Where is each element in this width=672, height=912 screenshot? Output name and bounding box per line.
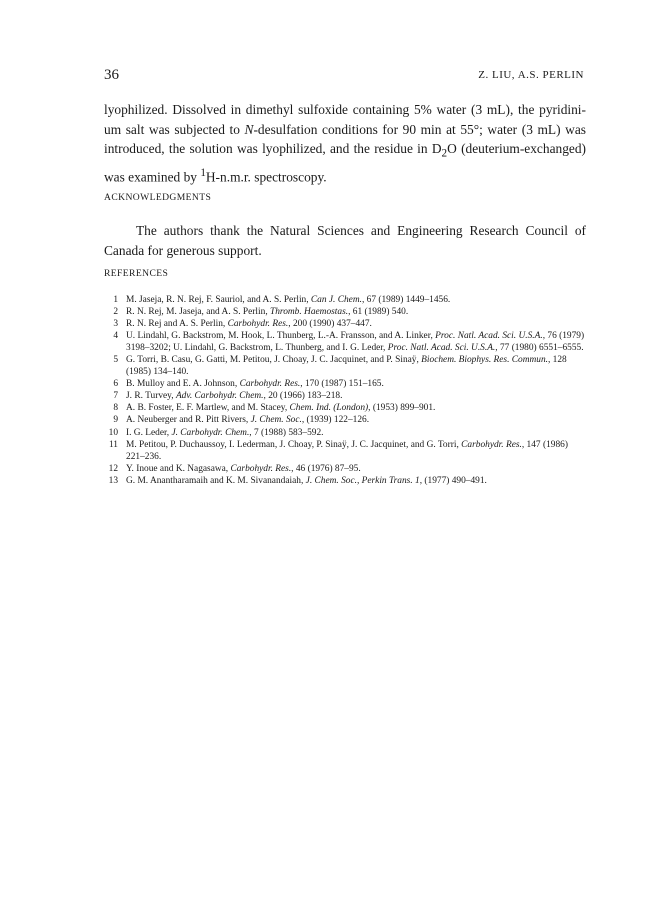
italic-text: J. Carbohydr. Chem.: [171, 427, 250, 438]
subscript-text: 2: [441, 147, 448, 160]
text-run: , 128 (1985) 134–140.: [126, 355, 567, 378]
italic-text: Proc. Natl. Acad. Sci. U.S.A.: [435, 331, 543, 342]
text-run: M. Jaseja, R. N. Rej, F. Sauriol, and A. S. Perlin,: [126, 295, 311, 305]
reference-text: [126, 354, 586, 378]
text-run: Y. Inoue and K. Nagasawa,: [126, 463, 231, 474]
reference-text: [126, 475, 586, 487]
reference-item: [104, 330, 586, 354]
reference-text: [126, 306, 586, 318]
reference-text: [126, 439, 586, 463]
reference-item: [104, 439, 586, 463]
text-run: um salt was subjected to: [104, 121, 245, 137]
reference-text: [126, 390, 586, 402]
text-run: , 67 (1989) 1449–1456.: [361, 295, 451, 305]
text-run: -desulfation conditions for 90 min at 55°; water (3 mL) was introduced, the solution was lyophilized, and the residue in D: [104, 121, 586, 156]
text-run: , (1939) 122–126.: [301, 415, 370, 426]
reference-number: 13: [108, 475, 118, 486]
reference-text: [126, 463, 586, 475]
text-run: , (1953) 899–901.: [368, 403, 436, 414]
reference-number: 10: [108, 427, 118, 438]
text-run: H-n.m.r. spectroscopy.: [205, 169, 327, 185]
reference-item: [104, 390, 586, 402]
italic-text: Carbohydr. Res.: [239, 379, 301, 390]
text-run: , 76 (1979) 3198–3202; U. Lindahl, G. Backstrom, L. Thunberg, and I. G. Leder,: [126, 331, 585, 354]
text-run: , 46 (1976) 87–95.: [291, 463, 361, 474]
text-run: G. Torri, B. Casu, G. Gatti, M. Petitou, J. Choay, J. C. Jacquinet, and P. Sinaÿ,: [126, 355, 422, 366]
reference-text: [126, 378, 586, 390]
text-run: , 147 (1986) 221–236.: [126, 439, 568, 462]
text-run: R. N. Rej, M. Jaseja, and A. S. Perlin,: [126, 307, 271, 318]
reference-item: [104, 354, 586, 378]
reference-item: [104, 294, 586, 306]
reference-text: [126, 427, 586, 439]
page-header: [104, 67, 584, 85]
experimental-paragraph: [104, 100, 586, 187]
text-run: , 170 (1987) 151–165.: [300, 379, 384, 390]
reference-number: 8: [113, 403, 118, 414]
reference-text: [126, 330, 586, 354]
text-run: O (deuterium-exchanged) was examined by: [104, 141, 586, 185]
text-run: , 20 (1966) 183–218.: [263, 391, 343, 402]
superscript-text: 1: [200, 167, 206, 180]
references-heading: REFERENCES: [104, 268, 169, 279]
reference-number: 6: [113, 379, 118, 390]
italic-text: Proc. Natl. Acad. Sci. U.S.A.: [387, 343, 496, 354]
reference-number: 1: [113, 295, 118, 305]
italic-text: Chem. Ind. (London): [289, 403, 369, 414]
text-run: , 200 (1990) 437–447.: [288, 319, 372, 330]
reference-item: [104, 318, 586, 330]
italic-text: Carbohydr. Res.: [230, 463, 292, 474]
text-run: , 77 (1980) 6551–6555.: [495, 343, 584, 354]
text-run: J. R. Turvey,: [126, 391, 176, 402]
text-run: A. Neuberger and R. Pitt Rivers,: [126, 415, 251, 426]
reference-item: [104, 463, 586, 475]
reference-number: 4: [113, 331, 118, 342]
text-run: lyophilized. Dissolved in dimethyl sulfoxide containing 5% water (3 mL), the pyridini-: [104, 102, 586, 117]
italic-text: J. Chem. Soc., Perkin Trans. 1: [305, 475, 420, 486]
text-run: , (1977) 490–491.: [419, 475, 487, 486]
text-run: G. M. Anantharamaih and K. M. Sivanandaiah,: [126, 475, 306, 486]
reference-number: 9: [113, 415, 118, 426]
text-run: B. Mulloy and E. A. Johnson,: [126, 379, 240, 390]
italic-text: N: [244, 121, 254, 137]
reference-text: [126, 402, 586, 414]
text-run: A. B. Foster, E. F. Martlew, and M. Stacey,: [126, 403, 290, 414]
reference-number: 2: [113, 307, 118, 318]
reference-item: [104, 414, 586, 426]
reference-list: [104, 294, 586, 487]
acknowledgments-text: The authors thank the Natural Sciences and Engineering Research Council of Canada for generous support.: [104, 223, 586, 258]
text-run: U. Lindahl, G. Backstrom, M. Hook, L. Thunberg, L.-A. Fransson, and A. Linker,: [126, 331, 436, 342]
reference-number: 3: [113, 319, 118, 330]
page-number: 36: [104, 67, 119, 83]
italic-text: J. Chem. Soc.: [250, 415, 302, 426]
reference-item: [104, 378, 586, 390]
italic-text: Adv. Carbohydr. Chem.: [175, 391, 264, 402]
text-run: M. Petitou, P. Duchaussoy, I. Lederman, J. Choay, P. Sinaÿ, J. C. Jacquinet, and G. Torri,: [126, 439, 462, 450]
reference-item: [104, 402, 586, 414]
reference-item: [104, 475, 586, 487]
reference-text: [126, 318, 586, 330]
reference-item: [104, 427, 586, 439]
reference-number: 7: [113, 391, 118, 402]
reference-number: 12: [108, 463, 118, 474]
reference-text: [126, 414, 586, 426]
reference-text: [126, 294, 586, 306]
italic-text: Carbohydr. Res.: [227, 319, 289, 330]
italic-text: Biochem. Biophys. Res. Commun.: [421, 355, 548, 366]
text-run: R. N. Rej and A. S. Perlin,: [126, 319, 228, 330]
running-head: Z. LIU, A.S. PERLIN: [478, 69, 584, 81]
reference-item: [104, 306, 586, 318]
text-run: I. G. Leder,: [126, 427, 172, 438]
acknowledgments-heading: ACKNOWLEDGMENTS: [104, 192, 212, 203]
italic-text: Thromb. Haemostas.: [270, 307, 349, 318]
text-run: , 7 (1988) 583–592.: [249, 427, 324, 438]
text-run: , 61 (1989) 540.: [348, 307, 409, 318]
italic-text: Carbohydr. Res.: [461, 439, 522, 450]
reference-number: 5: [113, 355, 118, 366]
reference-number: 11: [108, 439, 118, 450]
italic-text: Can J. Chem.: [310, 295, 362, 305]
